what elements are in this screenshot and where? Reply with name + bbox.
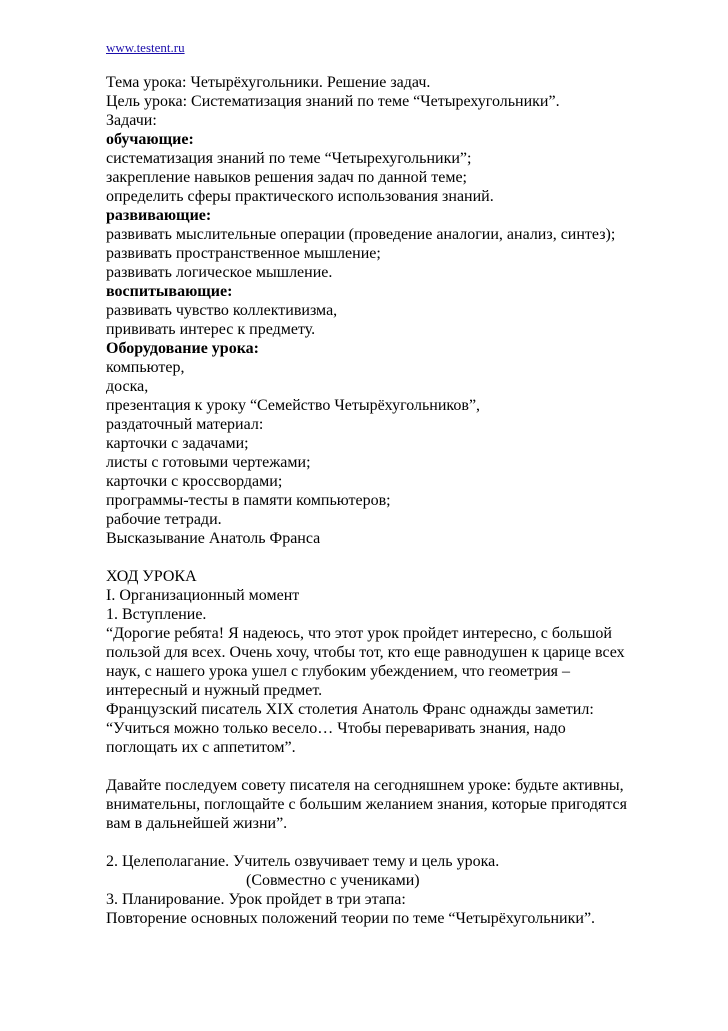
equipment-item: рабочие тетради. <box>106 511 222 528</box>
step-detail: Повторение основных положений теории по теме “Четырёхугольники”. <box>106 910 596 927</box>
equipment-item: карточки с кроссвордами; <box>106 473 283 490</box>
teaching-item: определить сферы практического использования знаний. <box>106 188 494 205</box>
teaching-item: систематизация знаний по теме “Четырехугольники”; <box>106 150 472 167</box>
blank-line <box>106 548 706 567</box>
intro-line: поглощать их с аппетитом”. <box>106 739 296 756</box>
educating-item: прививать интерес к предмету. <box>106 321 316 338</box>
stage-heading: I. Организационный момент <box>106 587 300 604</box>
blank-line <box>106 833 706 852</box>
advice-line: Давайте последуем совету писателя на сегодняшнем уроке: будьте активны, <box>106 777 624 794</box>
teaching-label: обучающие: <box>106 131 194 148</box>
advice-line: внимательны, поглощайте с большим желанием знания, которые пригодятся <box>106 796 627 813</box>
site-link[interactable]: www.testent.ru <box>106 40 185 55</box>
equipment-item: доска, <box>106 378 149 395</box>
equipment-item: презентация к уроку “Семейство Четырёхугольников”, <box>106 397 481 414</box>
tasks-label: Задачи: <box>106 112 157 129</box>
educating-label: воспитывающие: <box>106 283 233 300</box>
developing-item: развивать пространственное мышление; <box>106 245 381 262</box>
step-heading: 3. Планирование. Урок пройдет в три этапа: <box>106 891 406 908</box>
educating-item: развивать чувство коллективизма, <box>106 302 338 319</box>
developing-item: развивать логическое мышление. <box>106 264 333 281</box>
developing-label: развивающие: <box>106 207 212 224</box>
step-note: (Совместно с учениками) <box>246 872 420 889</box>
equipment-item: программы-тесты в памяти компьютеров; <box>106 492 391 509</box>
step-heading: 2. Целеполагание. Учитель озвучивает тему и цель урока. <box>106 853 500 870</box>
intro-line: “Учиться можно только весело… Чтобы переваривать знания, надо <box>106 720 566 737</box>
course-title: ХОД УРОКА <box>106 568 197 585</box>
equipment-item: карточки с задачами; <box>106 435 249 452</box>
teaching-item: закрепление навыков решения задач по данной теме; <box>106 169 467 186</box>
intro-line: “Дорогие ребята! Я надеюсь, что этот урок пройдет интересно, с большой <box>106 625 612 642</box>
lesson-topic: Тема урока: Четырёхугольники. Решение задач. <box>106 74 431 91</box>
lesson-goal: Цель урока: Систематизация знаний по теме “Четырехугольники”. <box>106 93 560 110</box>
equipment-item: листы с готовыми чертежами; <box>106 454 311 471</box>
equipment-label: Оборудование урока: <box>106 340 259 357</box>
equipment-item: компьютер, <box>106 359 185 376</box>
intro-line: интересный и нужный предмет. <box>106 682 323 699</box>
blank-line <box>106 757 706 776</box>
intro-line: пользой для всех. Очень хочу, чтобы тот, кто еще равнодушен к царице всех <box>106 644 625 661</box>
advice-line: вам в дальнейшей жизни”. <box>106 815 288 832</box>
developing-item: развивать мыслительные операции (проведение аналогии, анализ, синтез); <box>106 226 616 243</box>
equipment-item: Высказывание Анатоль Франса <box>106 530 321 547</box>
intro-line: наук, с нашего урока ушел с глубоким убеждением, что геометрия – <box>106 663 571 680</box>
document-page <box>106 38 706 928</box>
step-heading: 1. Вступление. <box>106 606 207 623</box>
intro-line: Французский писатель XIX столетия Анатоль Франс однажды заметил: <box>106 701 594 718</box>
equipment-item: раздаточный материал: <box>106 416 264 433</box>
